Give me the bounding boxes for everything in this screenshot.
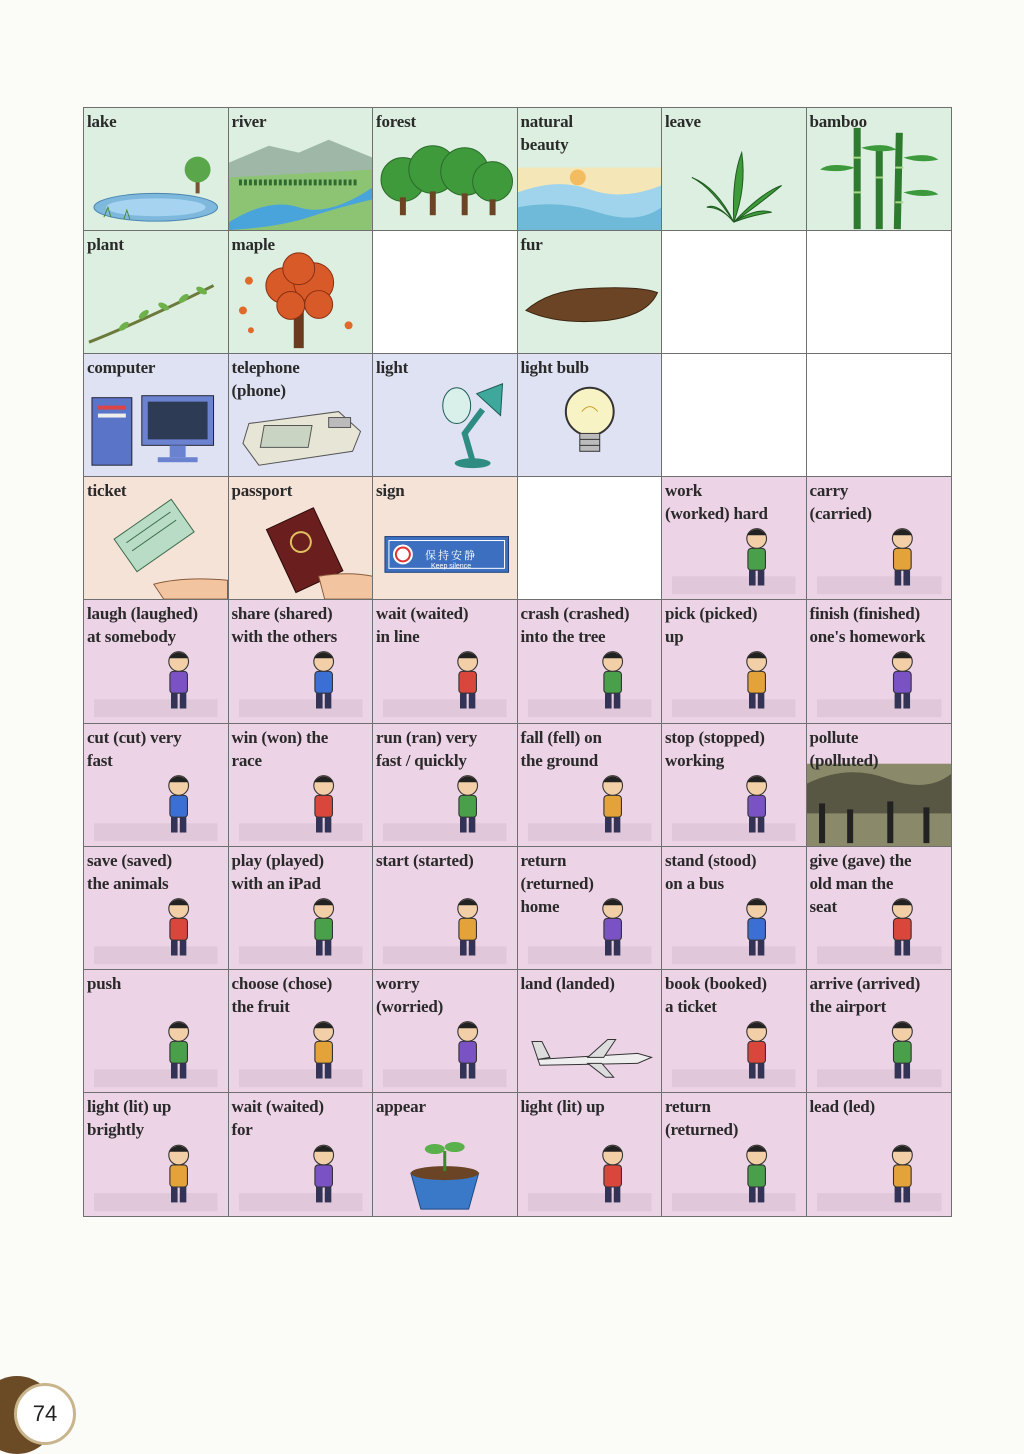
vocab-card — [518, 108, 663, 231]
vocab-card — [84, 108, 229, 231]
vocabulary-grid — [83, 107, 952, 1217]
vocab-card — [807, 847, 952, 970]
vocab-label: passport — [231, 481, 293, 501]
vocab-label: choose (chose) the fruit — [231, 973, 333, 1016]
vocab-card — [662, 847, 807, 970]
vocab-label: plant — [87, 235, 124, 255]
vocab-card — [518, 1093, 663, 1216]
vocab-card — [518, 847, 663, 970]
vocab-label: return (returned) — [665, 1096, 739, 1139]
vocab-card — [373, 354, 518, 477]
vocab-card — [229, 108, 374, 231]
vocab-card — [84, 1093, 229, 1216]
empty-cell — [662, 231, 807, 354]
vocab-label: sign — [376, 481, 405, 501]
vocab-card — [84, 970, 229, 1093]
vocab-card — [807, 724, 952, 847]
vocab-label: stand (stood) on a bus — [665, 850, 757, 893]
vocab-card — [84, 477, 229, 600]
vocab-card — [84, 724, 229, 847]
vocab-label: light (lit) up brightly — [87, 1096, 172, 1139]
vocab-card — [662, 970, 807, 1093]
vocab-card — [229, 1093, 374, 1216]
page-number: 74 — [14, 1383, 76, 1445]
vocab-card — [229, 724, 374, 847]
vocab-label: arrive (arrived) the airport — [809, 973, 921, 1016]
vocab-label: lake — [87, 112, 117, 131]
vocab-label: worry (worried) — [376, 973, 444, 1016]
vocab-label: return (returned) home — [520, 850, 594, 916]
vocab-card — [807, 477, 952, 600]
vocab-card — [229, 477, 374, 600]
vocab-label: lead (led) — [809, 1096, 876, 1116]
empty-cell — [807, 231, 952, 354]
vocab-card — [373, 600, 518, 723]
vocab-card — [229, 231, 374, 354]
vocab-label: pollute (polluted) — [809, 727, 879, 770]
vocab-label: appear — [376, 1096, 426, 1116]
vocab-card — [84, 600, 229, 723]
vocab-label: start (started) — [376, 850, 474, 870]
vocab-label: natural beauty — [520, 112, 573, 154]
vocab-label: finish (finished) one's homework — [809, 604, 926, 647]
vocab-label: leave — [665, 112, 701, 131]
empty-cell — [373, 231, 518, 354]
vocab-card — [807, 1093, 952, 1216]
sign-chinese-text: 保持安静 — [425, 549, 477, 563]
vocab-card — [373, 970, 518, 1093]
vocab-label: carry (carried) — [809, 481, 872, 524]
empty-cell — [518, 477, 663, 600]
vocab-label: computer — [87, 358, 156, 378]
vocab-card — [229, 600, 374, 723]
vocab-card — [807, 600, 952, 723]
vocab-label: run (ran) very fast / quickly — [376, 727, 478, 770]
vocab-label: wait (waited) for — [231, 1096, 324, 1139]
vocab-label: give (gave) the old man the seat — [809, 850, 912, 916]
vocab-label: wait (waited) in line — [376, 604, 469, 647]
vocab-label: maple — [231, 235, 275, 255]
vocab-card — [229, 970, 374, 1093]
vocab-card — [518, 600, 663, 723]
vocab-card — [518, 724, 663, 847]
vocab-label: share (shared) with the others — [231, 604, 338, 647]
vocab-card — [229, 354, 374, 477]
vocab-card — [662, 600, 807, 723]
vocab-card — [84, 354, 229, 477]
vocab-card — [84, 231, 229, 354]
vocab-card — [807, 108, 952, 231]
vocab-label: win (won) the race — [231, 727, 329, 770]
empty-cell — [807, 354, 952, 477]
vocab-card — [807, 970, 952, 1093]
vocab-label: laugh (laughed) at somebody — [87, 604, 198, 647]
vocab-card — [662, 477, 807, 600]
vocab-card — [662, 724, 807, 847]
vocab-label: work (worked) hard — [665, 481, 768, 524]
vocab-label: stop (stopped) working — [665, 727, 765, 770]
vocab-card — [373, 724, 518, 847]
vocab-label: fall (fell) on the ground — [520, 727, 602, 770]
vocab-label: book (booked) a ticket — [665, 973, 767, 1016]
vocab-label: crash (crashed) into the tree — [520, 604, 630, 647]
vocab-label: play (played) with an iPad — [231, 850, 324, 893]
vocab-label: forest — [376, 112, 417, 131]
vocab-card — [662, 1093, 807, 1216]
vocab-card — [373, 1093, 518, 1216]
vocab-label: light bulb — [520, 358, 589, 378]
vocab-label: pick (picked) up — [665, 604, 758, 647]
sign-english-text: Keep silence — [431, 563, 472, 571]
vocab-label: bamboo — [809, 112, 867, 131]
vocab-label: push — [87, 973, 122, 993]
vocab-label: light — [376, 358, 409, 378]
vocab-label: light (lit) up — [520, 1096, 605, 1116]
vocab-card — [518, 354, 663, 477]
empty-cell — [662, 354, 807, 477]
vocab-card — [518, 970, 663, 1093]
vocab-card — [373, 477, 518, 600]
vocab-card — [662, 108, 807, 231]
vocab-label: river — [231, 112, 267, 131]
vocab-card — [229, 847, 374, 970]
vocab-card — [373, 108, 518, 231]
vocab-label: ticket — [87, 481, 127, 501]
vocab-card — [373, 847, 518, 970]
vocab-label: fur — [520, 235, 543, 255]
vocab-label: save (saved) the animals — [87, 850, 172, 893]
vocab-card — [84, 847, 229, 970]
vocab-label: land (landed) — [520, 973, 615, 993]
vocab-label: telephone (phone) — [231, 358, 300, 401]
vocab-label: cut (cut) very fast — [87, 727, 182, 770]
vocab-card — [518, 231, 663, 354]
